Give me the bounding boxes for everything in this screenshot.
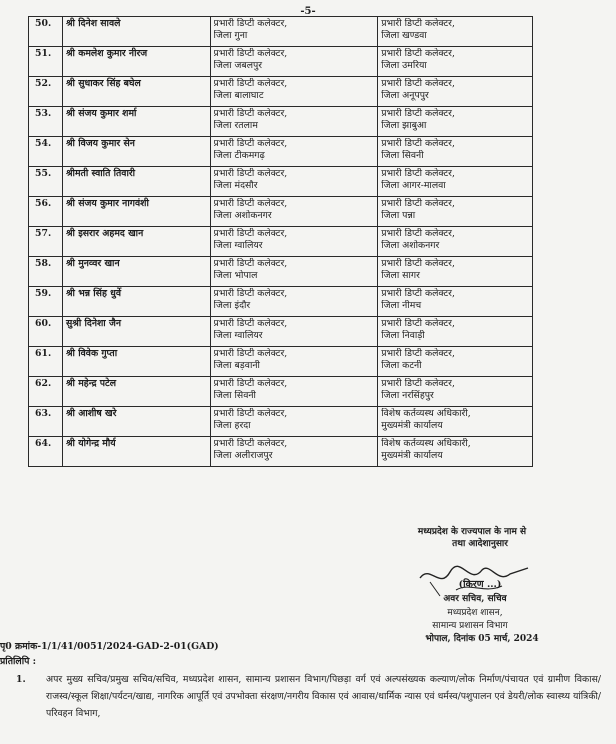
serial-number: 51. (29, 47, 63, 77)
current-posting-line: जिला रतलाम (213, 119, 258, 131)
current-posting (210, 437, 378, 467)
table-row (29, 197, 533, 227)
officer-name: श्री मुनव्वर खान (62, 257, 210, 287)
new-posting-line: प्रभारी डिप्टी कलेक्टर, (381, 318, 455, 329)
current-posting-line: प्रभारी डिप्टी कलेक्टर, (213, 198, 288, 209)
table-row (29, 227, 533, 257)
table-row (29, 347, 533, 377)
new-posting (378, 287, 533, 317)
officer-name: श्री भन्न सिंह धुर्वे (62, 287, 210, 317)
copy-item-text: अपर मुख्य सचिव/प्रमुख सचिव/सचिव, मध्यप्रदेश शासन, सामान्य प्रशासन विभाग/पिछड़ा वर्ग एवं अल्पसंख्यक कल्याण/लोक निर्माण/पंचायत एवं ग्रामीण विकास/राजस्व/स्कूल शिक्षा/पर्यटन/खाद्य, नागरिक आपूर्ति एवं उपभोक्ता संरक्षण/नगरीय विकास एवं आवास/धार्मिक न्यास एवं धर्मस्व/पशुपालन एवं डेयरी/लोक स्वास्थ्य यांत्रिकी/परिवहन विभाग, (46, 674, 601, 719)
current-posting-line: जिला ग्वालियर (213, 329, 263, 341)
current-posting-line: जिला सिवनी (213, 389, 256, 401)
serial-number: 54. (29, 137, 63, 167)
table-row (29, 287, 533, 317)
serial-number: 62. (29, 377, 63, 407)
new-posting-line: जिला खण्डवा (381, 29, 427, 41)
serial-number: 55. (29, 167, 63, 197)
officer-name: श्री विजय कुमार सेन (62, 137, 210, 167)
new-posting-line: प्रभारी डिप्टी कलेक्टर, (381, 108, 455, 119)
serial-number: 63. (29, 407, 63, 437)
new-posting-line: प्रभारी डिप्टी कलेक्टर, (381, 348, 455, 359)
serial-number: 50. (29, 17, 63, 47)
new-posting-line: प्रभारी डिप्टी कलेक्टर, (381, 258, 455, 269)
table-row (29, 17, 533, 47)
officer-name: श्री सुधाकर सिंह बघेल (62, 77, 210, 107)
serial-number: 53. (29, 107, 63, 137)
current-posting-line: प्रभारी डिप्टी कलेक्टर, (213, 318, 288, 329)
transfer-table (28, 16, 533, 467)
new-posting-line: जिला अनूपपुर (381, 89, 429, 101)
signatory-department: सामान्य प्रशासन विभाग (432, 621, 508, 631)
new-posting-line: जिला उमरिया (381, 59, 427, 71)
serial-number: 60. (29, 317, 63, 347)
current-posting (210, 377, 378, 407)
current-posting-line: जिला अशोकनगर (213, 209, 272, 221)
serial-number: 57. (29, 227, 63, 257)
officer-name: श्री विवेक गुप्ता (62, 347, 210, 377)
current-posting (210, 107, 378, 137)
new-posting (378, 77, 533, 107)
current-posting-line: प्रभारी डिप्टी कलेक्टर, (213, 438, 288, 449)
new-posting-line: प्रभारी डिप्टी कलेक्टर, (381, 288, 455, 299)
serial-number: 61. (29, 347, 63, 377)
table-row (29, 437, 533, 467)
new-posting (378, 317, 533, 347)
new-posting-line: विशेष कर्तव्यस्थ अधिकारी, (381, 438, 471, 449)
new-posting-line: जिला पन्ना (381, 209, 416, 221)
current-posting-line: जिला मंदसौर (213, 179, 258, 191)
new-posting (378, 47, 533, 77)
officer-name: श्री महेन्द्र पटेल (62, 377, 210, 407)
new-posting-line: प्रभारी डिप्टी कलेक्टर, (381, 228, 455, 239)
officer-name: श्री दिनेश सावले (62, 17, 210, 47)
current-posting-line: प्रभारी डिप्टी कलेक्टर, (213, 48, 288, 59)
copy-to-label: प्रतिलिपि : (0, 656, 37, 667)
table-row (29, 77, 533, 107)
new-posting-line: प्रभारी डिप्टी कलेक्टर, (381, 18, 455, 29)
current-posting-line: प्रभारी डिप्टी कलेक्टर, (213, 258, 288, 269)
new-posting-line: प्रभारी डिप्टी कलेक्टर, (381, 198, 455, 209)
table-row (29, 317, 533, 347)
officer-name: श्री संजय कुमार शर्मा (62, 107, 210, 137)
table-row (29, 107, 533, 137)
current-posting-line: जिला ग्वालियर (213, 239, 263, 251)
current-posting (210, 197, 378, 227)
current-posting-line: जिला बालाघाट (213, 89, 264, 101)
new-posting (378, 437, 533, 467)
table-row (29, 137, 533, 167)
current-posting-line: जिला बड़वानी (213, 359, 260, 371)
new-posting-line: जिला सिवनी (381, 149, 424, 161)
table-row (29, 377, 533, 407)
new-posting-line: प्रभारी डिप्टी कलेक्टर, (381, 378, 455, 389)
signatory-name: (किरण ...) (458, 579, 502, 590)
current-posting-line: प्रभारी डिप्टी कलेक्टर, (213, 228, 288, 239)
copy-item-number: 1. (16, 674, 26, 685)
current-posting (210, 317, 378, 347)
table-row (29, 167, 533, 197)
current-posting-line: प्रभारी डिप्टी कलेक्टर, (213, 348, 288, 359)
current-posting (210, 227, 378, 257)
officer-name: सुश्री दिनेशा जैन (62, 317, 210, 347)
serial-number: 52. (29, 77, 63, 107)
current-posting-line: प्रभारी डिप्टी कलेक्टर, (213, 18, 288, 29)
new-posting (378, 197, 533, 227)
new-posting (378, 17, 533, 47)
current-posting-line: प्रभारी डिप्टी कलेक्टर, (213, 78, 288, 89)
reference-number: पृ0 क्रमांक-1/1/41/0051/2024-GAD-2-01(GAD) (0, 641, 219, 652)
new-posting (378, 107, 533, 137)
current-posting-line: जिला इंदौर (213, 299, 251, 311)
new-posting-line: जिला आगर-मालवा (381, 179, 446, 191)
current-posting-line: जिला भोपाल (213, 269, 258, 281)
officer-name: श्रीमती स्वाति तिवारी (62, 167, 210, 197)
current-posting-line: प्रभारी डिप्टी कलेक्टर, (213, 378, 288, 389)
current-posting (210, 347, 378, 377)
page-number: -5- (300, 6, 316, 17)
current-posting-line: जिला जबलपुर (213, 59, 263, 71)
new-posting (378, 227, 533, 257)
current-posting-line: जिला हरदा (213, 419, 251, 431)
table-row (29, 47, 533, 77)
current-posting-line: जिला अलीराजपुर (213, 449, 273, 461)
new-posting-line: जिला झाबुआ (381, 119, 427, 131)
new-posting (378, 137, 533, 167)
order-line-2: तथा आदेशानुसार (452, 539, 508, 549)
officer-name: श्री कमलेश कुमार नीरज (62, 47, 210, 77)
serial-number: 58. (29, 257, 63, 287)
current-posting (210, 47, 378, 77)
serial-number: 59. (29, 287, 63, 317)
officer-name: श्री योगेन्द्र मौर्य (62, 437, 210, 467)
current-posting (210, 407, 378, 437)
current-posting (210, 17, 378, 47)
new-posting-line: प्रभारी डिप्टी कलेक्टर, (381, 168, 455, 179)
new-posting-line: विशेष कर्तव्यस्थ अधिकारी, (381, 408, 471, 419)
new-posting-line: जिला अशोकनगर (381, 239, 440, 251)
new-posting-line: मुख्यमंत्री कार्यालय (381, 449, 443, 461)
new-posting-line: जिला नीमच (381, 299, 422, 311)
current-posting-line: प्रभारी डिप्टी कलेक्टर, (213, 288, 288, 299)
new-posting-line: प्रभारी डिप्टी कलेक्टर, (381, 48, 455, 59)
new-posting-line: प्रभारी डिप्टी कलेक्टर, (381, 78, 455, 89)
signatory-designation: अवर सचिव, सचिव (443, 594, 507, 604)
new-posting (378, 257, 533, 287)
current-posting-line: प्रभारी डिप्टी कलेक्टर, (213, 138, 288, 149)
current-posting (210, 167, 378, 197)
current-posting (210, 287, 378, 317)
signatory-government: मध्यप्रदेश शासन, (447, 608, 503, 618)
serial-number: 56. (29, 197, 63, 227)
table-row (29, 407, 533, 437)
new-posting-line: जिला कटनी (381, 359, 422, 371)
current-posting-line: प्रभारी डिप्टी कलेक्टर, (213, 168, 288, 179)
new-posting-line: प्रभारी डिप्टी कलेक्टर, (381, 138, 455, 149)
officer-name: श्री आशीष खरे (62, 407, 210, 437)
current-posting (210, 77, 378, 107)
current-posting-line: प्रभारी डिप्टी कलेक्टर, (213, 108, 288, 119)
new-posting (378, 347, 533, 377)
new-posting-line: जिला निवाड़ी (381, 329, 425, 341)
new-posting (378, 377, 533, 407)
current-posting-line: प्रभारी डिप्टी कलेक्टर, (213, 408, 288, 419)
transfer-table-body (29, 17, 533, 467)
new-posting-line: जिला नरसिंहपुर (381, 389, 434, 401)
table-row (29, 257, 533, 287)
new-posting (378, 167, 533, 197)
serial-number: 64. (29, 437, 63, 467)
signatory-date: भोपाल, दिनांक 05 मार्च, 2024 (425, 634, 539, 644)
officer-name: श्री इसरार अहमद खान (62, 227, 210, 257)
new-posting (378, 407, 533, 437)
current-posting (210, 137, 378, 167)
order-line-1: मध्यप्रदेश के राज्यपाल के नाम से (417, 527, 527, 537)
current-posting-line: जिला टीकमगढ़ (213, 149, 265, 161)
officer-name: श्री संजय कुमार नागवंशी (62, 197, 210, 227)
new-posting-line: जिला सागर (381, 269, 420, 281)
new-posting-line: मुख्यमंत्री कार्यालय (381, 419, 443, 431)
current-posting (210, 257, 378, 287)
current-posting-line: जिला गुना (213, 29, 248, 41)
